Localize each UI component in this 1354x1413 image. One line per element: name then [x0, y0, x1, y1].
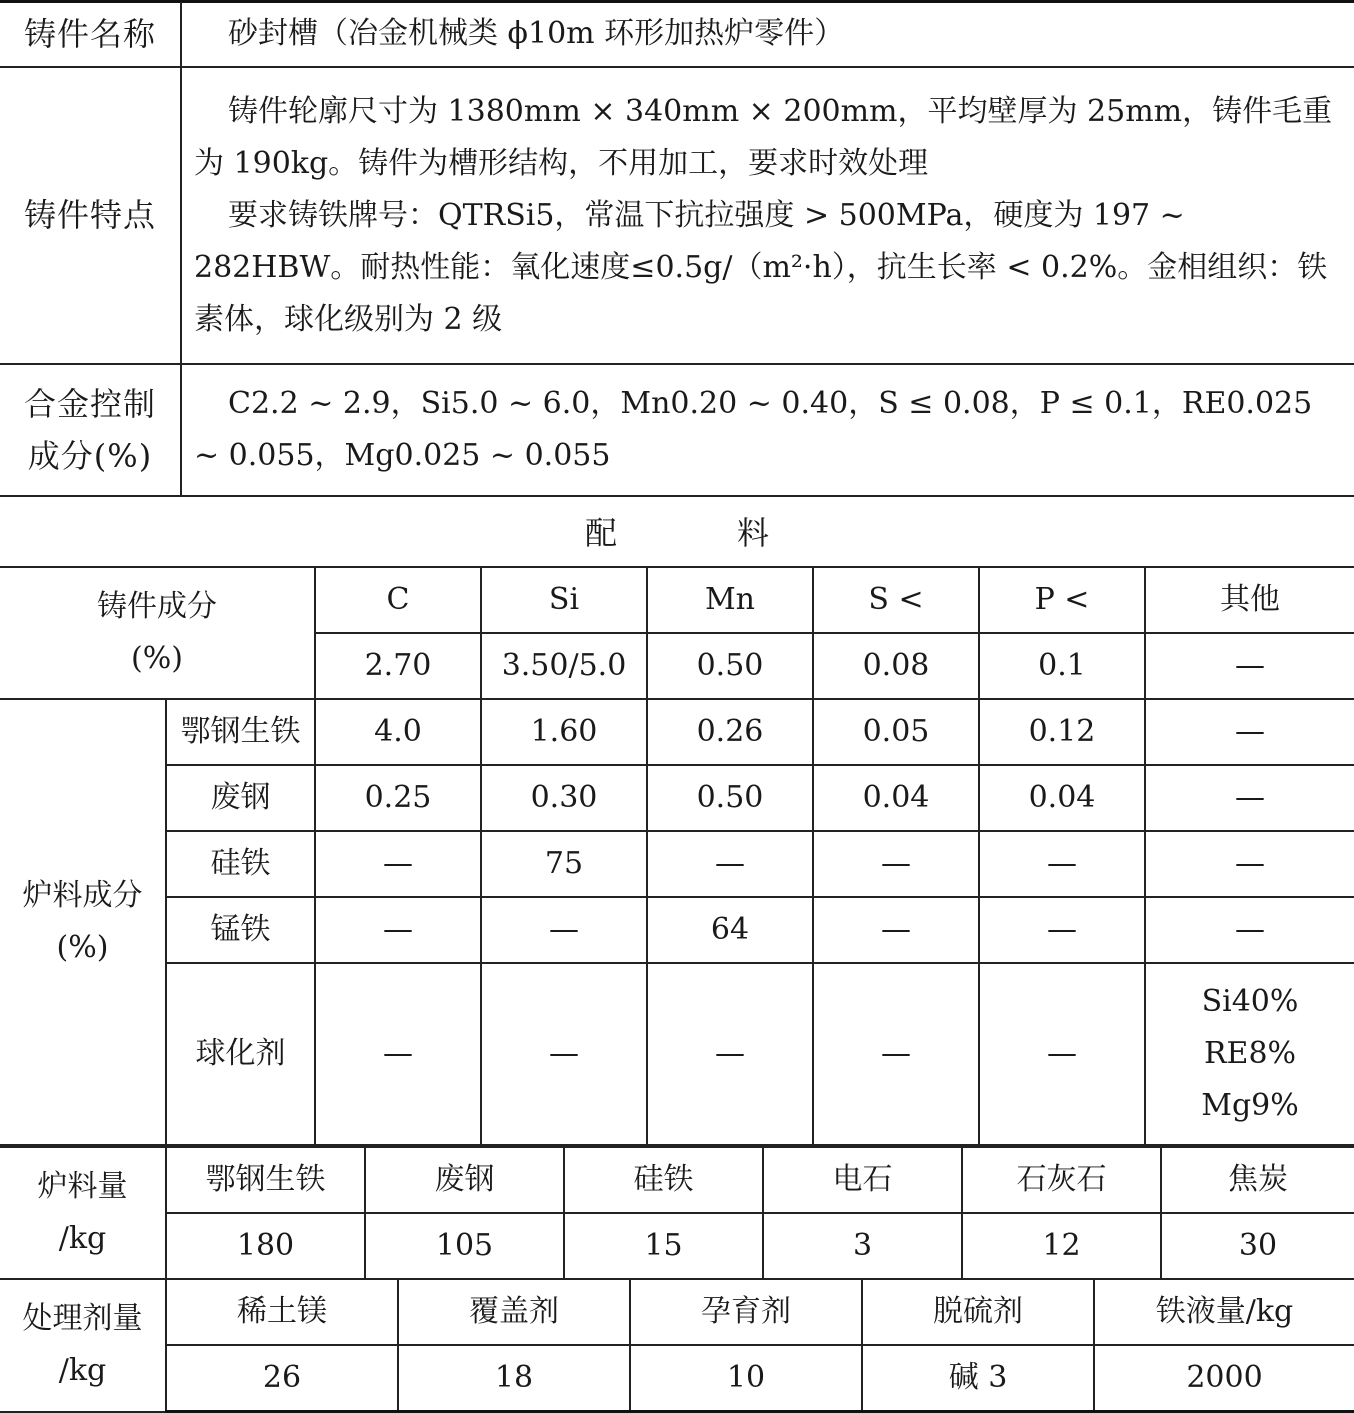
cell-value: — [315, 963, 481, 1145]
casting-info-table [0, 2, 1354, 497]
table-row [0, 699, 1354, 765]
casting-name-label: 铸件名称 [0, 2, 181, 67]
material-name: 废钢 [166, 765, 315, 831]
table-row [0, 897, 1354, 963]
charge-values-row [0, 1213, 1354, 1279]
cell-value: — [813, 831, 979, 897]
treatment-table [0, 1278, 1354, 1413]
treatment-header: 稀土镁 [166, 1279, 398, 1345]
charge-composition-label [0, 699, 166, 1145]
other-mg: Mg9% [1201, 1088, 1299, 1123]
cell-value: — [813, 897, 979, 963]
features-paragraph-1: 铸件轮廓尺寸为 1380mm × 340mm × 200mm，平均壁厚为 25mm，铸件毛重为 190kg。铸件为槽形结构，不用加工，要求时效处理 [194, 93, 1333, 181]
material-name: 硅铁 [166, 831, 315, 897]
cell-value: — [1145, 765, 1354, 831]
table-row [0, 831, 1354, 897]
charge-amount-label [0, 1147, 166, 1279]
casting-value-si: 3.50/5.0 [481, 633, 647, 699]
cell-value: — [647, 963, 813, 1145]
composition-header-row [0, 567, 1354, 633]
treatment-label-line1: 处理剂量 [22, 1301, 143, 1337]
treatment-value: 18 [398, 1345, 630, 1412]
header-s: S < [813, 567, 979, 633]
cell-value: 0.50 [647, 765, 813, 831]
header-c: C [315, 567, 481, 633]
header-mn: Mn [647, 567, 813, 633]
alloy-label-line1: 合金控制 [23, 385, 156, 423]
casting-value-c: 2.70 [315, 633, 481, 699]
material-name: 锰铁 [166, 897, 315, 963]
charge-header: 废钢 [365, 1147, 564, 1213]
treatment-label [0, 1279, 166, 1412]
charge-header-row [0, 1147, 1354, 1213]
charge-amount-table [0, 1146, 1354, 1280]
treatment-value: 26 [166, 1345, 398, 1412]
casting-features-label: 铸件特点 [0, 67, 181, 364]
section-title-right: 料 [737, 514, 770, 552]
cell-value: 64 [647, 897, 813, 963]
charge-header: 硅铁 [564, 1147, 763, 1213]
casting-name-value: 砂封槽（冶金机械类 ϕ10m 环形加热炉零件） [181, 2, 1354, 67]
casting-composition-label [0, 567, 315, 699]
cell-value: 4.0 [315, 699, 481, 765]
casting-comp-label-line2: (%) [131, 641, 183, 676]
cell-value: 0.04 [979, 765, 1145, 831]
cell-value: — [1145, 897, 1354, 963]
charge-header: 电石 [763, 1147, 962, 1213]
charge-value: 180 [166, 1213, 365, 1279]
casting-value-p: 0.1 [979, 633, 1145, 699]
cell-value: — [979, 897, 1145, 963]
cell-value: 0.04 [813, 765, 979, 831]
treatment-label-line2: /kg [58, 1353, 107, 1389]
cell-value: 0.30 [481, 765, 647, 831]
charge-value: 12 [962, 1213, 1161, 1279]
cell-value: — [481, 897, 647, 963]
header-other: 其他 [1145, 567, 1354, 633]
cell-value: 75 [481, 831, 647, 897]
material-name: 鄂钢生铁 [166, 699, 315, 765]
cell-value: 1.60 [481, 699, 647, 765]
charge-value: 3 [763, 1213, 962, 1279]
charge-header: 鄂钢生铁 [166, 1147, 365, 1213]
cell-value: 0.25 [315, 765, 481, 831]
other-re: RE8% [1203, 1036, 1297, 1071]
alloy-control-row [0, 364, 1354, 496]
treatment-header: 覆盖剂 [398, 1279, 630, 1345]
alloy-value-text: C2.2 ~ 2.9，Si5.0 ~ 6.0，Mn0.20 ~ 0.40，S ≤ 0.08，P ≤ 0.1，RE0.025 ~ 0.055，Mg0.025 ~ 0.055 [194, 386, 1313, 473]
charge-value: 15 [564, 1213, 763, 1279]
casting-features-value [181, 67, 1354, 364]
material-name: 球化剂 [166, 963, 315, 1145]
casting-name-row [0, 2, 1354, 67]
table-row [0, 765, 1354, 831]
composition-table [0, 566, 1354, 1146]
features-paragraph-2: 要求铸铁牌号：QTRSi5，常温下抗拉强度 > 500MPa，硬度为 197 ~ 282HBW。耐热性能：氧化速度≤0.5g/（m²·h），抗生长率 < 0.2%。金相组织：铁素体，球化级别为 2 级 [194, 197, 1328, 337]
treatment-values-row [0, 1345, 1354, 1412]
charge-amount-label-line2: /kg [58, 1221, 107, 1256]
section-title [0, 500, 1354, 566]
alloy-control-label [0, 364, 181, 496]
cell-value: — [315, 831, 481, 897]
cell-value: 0.26 [647, 699, 813, 765]
cell-value: — [813, 963, 979, 1145]
treatment-value: 2000 [1094, 1345, 1354, 1412]
nodularizer-other [1145, 963, 1354, 1145]
cell-value: — [481, 963, 647, 1145]
charge-header: 焦炭 [1161, 1147, 1354, 1213]
charge-comp-label-line2: (%) [56, 930, 109, 965]
cell-value: — [647, 831, 813, 897]
cell-value: 0.05 [813, 699, 979, 765]
casting-features-row [0, 67, 1354, 364]
treatment-header: 铁液量/kg [1094, 1279, 1354, 1345]
treatment-header: 脱硫剂 [862, 1279, 1094, 1345]
alloy-control-value [181, 364, 1354, 496]
treatment-header: 孕育剂 [630, 1279, 862, 1345]
cell-value: — [979, 831, 1145, 897]
charge-amount-label-line1: 炉料量 [37, 1169, 128, 1204]
casting-value-mn: 0.50 [647, 633, 813, 699]
other-si: Si40% [1201, 984, 1299, 1019]
treatment-header-row [0, 1279, 1354, 1345]
cell-value: — [1145, 699, 1354, 765]
cell-value: — [979, 963, 1145, 1145]
charge-value: 30 [1161, 1213, 1354, 1279]
charge-comp-label-line1: 炉料成分 [22, 878, 143, 913]
cell-value: — [315, 897, 481, 963]
alloy-label-line2: 成分(%) [27, 437, 153, 475]
cell-value: — [1145, 831, 1354, 897]
casting-value-other: — [1145, 633, 1354, 699]
table-row [0, 963, 1354, 1145]
section-title-left: 配 [584, 514, 617, 552]
header-si: Si [481, 567, 647, 633]
header-p: P < [979, 567, 1145, 633]
charge-header: 石灰石 [962, 1147, 1161, 1213]
casting-value-s: 0.08 [813, 633, 979, 699]
cell-value: 0.12 [979, 699, 1145, 765]
treatment-value: 碱 3 [862, 1345, 1094, 1412]
casting-comp-label-line1: 铸件成分 [97, 589, 217, 624]
charge-value: 105 [365, 1213, 564, 1279]
treatment-value: 10 [630, 1345, 862, 1412]
